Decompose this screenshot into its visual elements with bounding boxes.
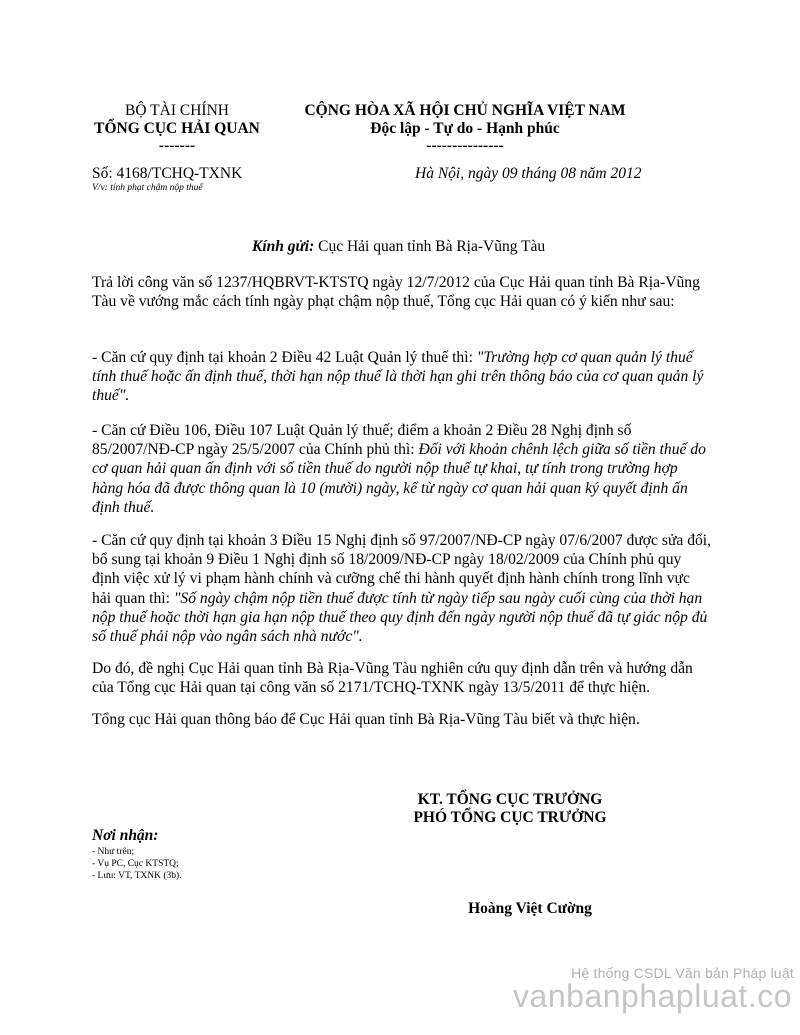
paragraph-conclusion: Do đó, đề nghị Cục Hải quan tỉnh Bà Rịa-Vũng Tàu nghiên cứu quy định dẫn trên và hướng dẫn của Tổng cục Hải quan tại công văn số 2171/TCHQ-TXNK ngày 13/5/2011 để thực hiện. (92, 660, 693, 697)
document-subject: V/v: tính phạt chậm nộp thuế (92, 183, 203, 193)
paragraph-decree-85 (92, 421, 712, 517)
paragraph-decree-97 (92, 531, 712, 646)
recipients-list-label: Nơi nhận: (92, 827, 159, 844)
paragraph-decree-85-quote: Đối với khoản chênh lệch giữa số tiền thuế do cơ quan hải quan ấn định với số tiền thuế do người nộp thuế tự khai, tự tính trong trường hợp hàng hóa đã được thông quan là 10 (mười) ngày, kể từ ngày cơ quan hải quan ký quyết định ấn định thuế. (92, 441, 706, 516)
recipients-list-item: - Lưu: VT, TXNK (3b). (92, 871, 182, 881)
paragraph-law-article-42-text: - Căn cứ quy định tại khoản 2 Điều 42 Luật Quản lý thuế thì: (92, 349, 477, 366)
signature-title-2: PHÓ TỔNG CỤC TRƯỞNG (413, 809, 607, 826)
watermark-website: vanbanphapluat.co (513, 978, 792, 1014)
motto: Độc lập - Tự do - Hạnh phúc (370, 120, 560, 137)
country-name: CỘNG HÒA XÃ HỘI CHỦ NGHĨA VIỆT NAM (304, 102, 626, 119)
paragraph-decree-97-text: - Căn cứ quy định tại khoản 3 Điều 15 Nghị định số 97/2007/NĐ-CP ngày 07/6/2007 được sửa đổi, bổ sung tại khoản 9 Điều 1 Nghị định số 18/2009/NĐ-CP ngày 18/02/2009 của Chính phủ quy định việc xử lý vi phạm hành chính và cưỡng chế thi hành quyết định hành chính trong lĩnh vực hải quan thì: (92, 532, 712, 607)
motto-divider: --------------- (426, 137, 504, 154)
agency-divider: ------- (158, 137, 196, 154)
recipient-label: Kính gửi: (252, 238, 315, 255)
paragraph-law-article-42-quote: "Trường hợp cơ quan quản lý thuế tính thuế hoặc ấn định thuế, thời hạn nộp thuế là thời hạn ghi trên thông báo của cơ quan quản lý thuế". (92, 349, 704, 405)
paragraph-decree-85-text: - Căn cứ Điều 106, Điều 107 Luật Quản lý thuế; điểm a khoản 2 Điều 28 Nghị định số 85/2007/NĐ-CP ngày 25/5/2007 của Chính phủ thì: (92, 422, 632, 459)
paragraph-notice: Tổng cục Hải quan thông báo để Cục Hải quan tỉnh Bà Rịa-Vũng Tàu biết và thực hiện. (92, 711, 640, 728)
watermark-system-name: Hệ thống CSDL Văn bản Pháp luật (571, 965, 794, 981)
ministry-name: BỘ TÀI CHÍNH (125, 102, 229, 119)
recipient-name: Cục Hải quan tỉnh Bà Rịa-Vũng Tàu (318, 238, 546, 255)
signer-name: Hoàng Việt Cường (468, 900, 592, 917)
place-date: Hà Nội, ngày 09 tháng 08 năm 2012 (415, 165, 642, 182)
agency-name: TỔNG CỤC HẢI QUAN (94, 120, 260, 137)
signature-title-1: KT. TỔNG CỤC TRƯỞNG (417, 791, 603, 808)
intro-paragraph: Trả lời công văn số 1237/HQBRVT-KTSTQ ngày 12/7/2012 của Cục Hải quan tỉnh Bà Rịa-Vũng Tàu về vướng mắc cách tính ngày phạt chậm nộp thuế, Tổng cục Hải quan có ý kiến như sau: (92, 274, 700, 311)
recipients-list-item: - Như trên; (92, 847, 135, 857)
document-number: Số: 4168/TCHQ-TXNK (92, 165, 243, 182)
paragraph-law-article-42 (92, 348, 712, 406)
recipient-line (252, 238, 545, 256)
paragraph-decree-97-quote: "Số ngày chậm nộp tiền thuế được tính từ ngày tiếp sau ngày cuối cùng của thời hạn nộp thuế hoặc thời hạn gia hạn nộp thuế theo quy định đến ngày người nộp thuế đã tự giác nộp đủ số thuế phải nộp vào ngân sách nhà nước". (92, 589, 708, 646)
recipients-list-item: - Vụ PC, Cục KTSTQ; (92, 859, 179, 869)
